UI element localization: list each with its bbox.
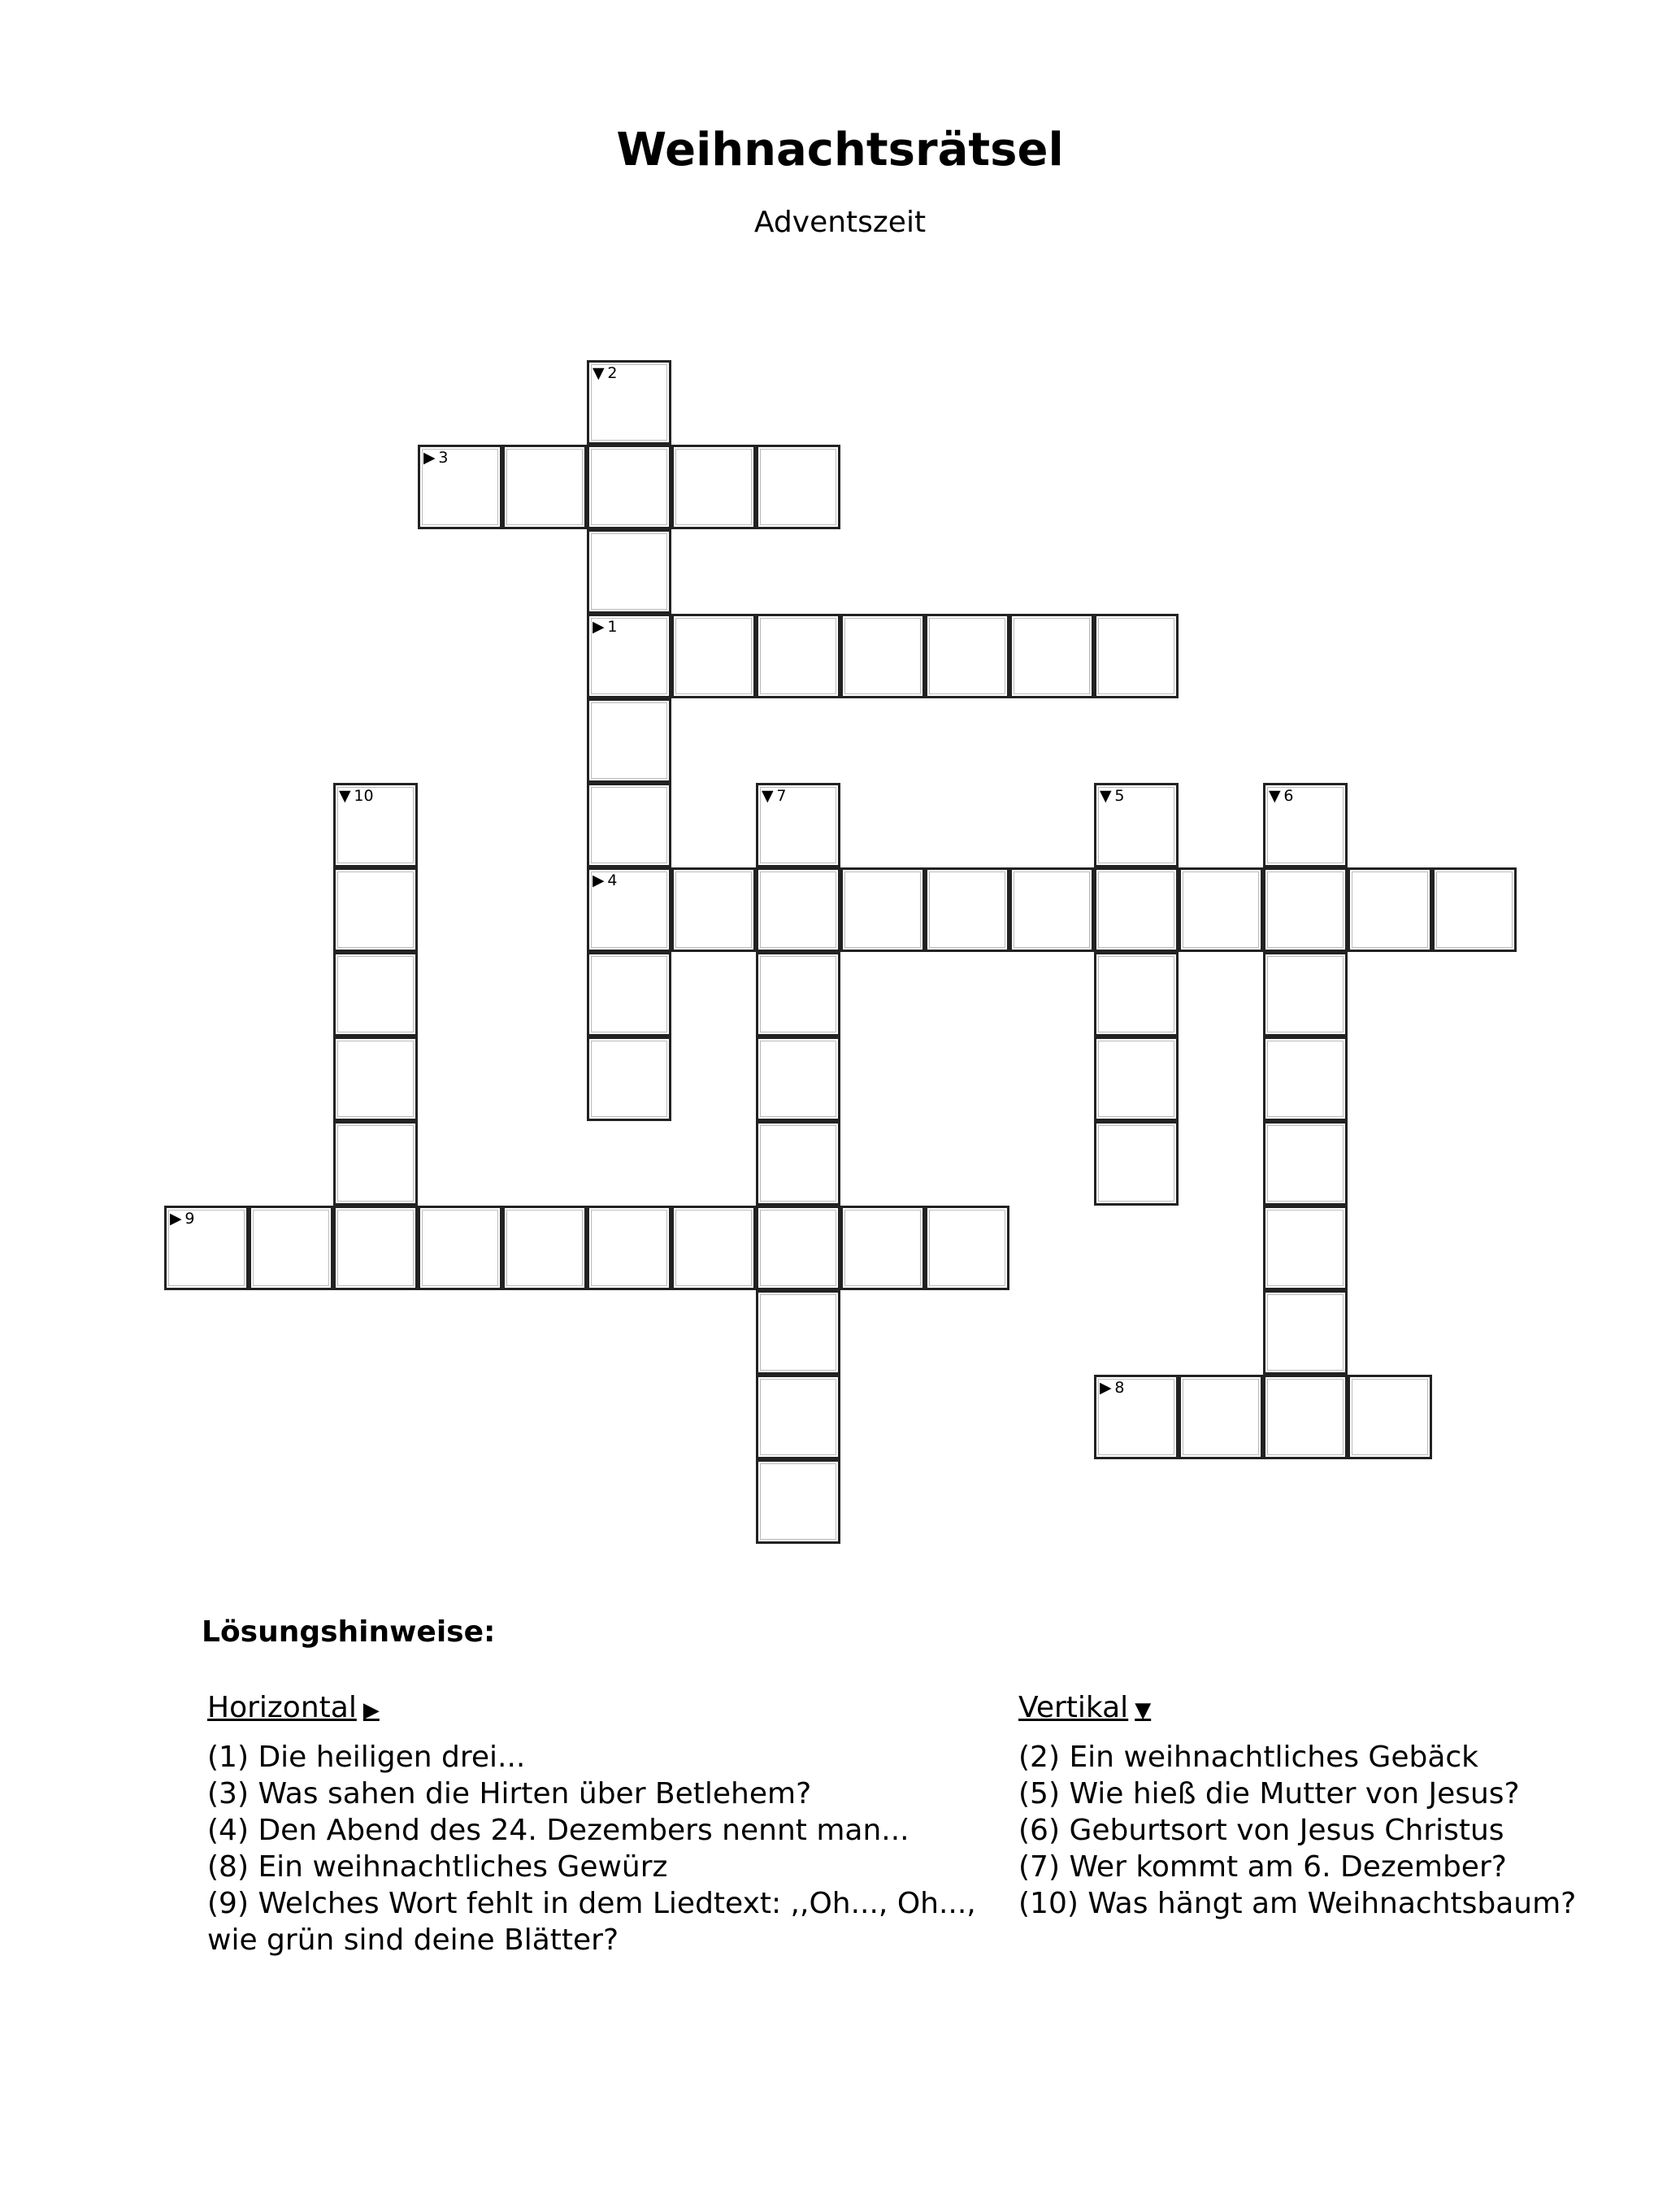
crossword-cell[interactable]: [1348, 867, 1432, 952]
clue-number-label: ▼ 6: [1269, 787, 1294, 805]
crossword-cell-3[interactable]: [418, 445, 502, 529]
clue-number-label: ▶ 3: [423, 449, 449, 467]
crossword-cell[interactable]: [587, 1037, 671, 1121]
crossword-cell[interactable]: [671, 614, 756, 698]
crossword-cell[interactable]: [587, 529, 671, 614]
crossword-cell[interactable]: [925, 614, 1009, 698]
crossword-cell[interactable]: [1094, 952, 1179, 1037]
clue-number-label: ▶ 1: [593, 618, 618, 636]
crossword-cell[interactable]: [1263, 1121, 1348, 1206]
crossword-cell[interactable]: [1263, 952, 1348, 1037]
crossword-cell-4[interactable]: [587, 867, 671, 952]
crossword-cell[interactable]: [249, 1206, 333, 1290]
clue-number-label: ▼ 10: [339, 787, 374, 805]
crossword-cell[interactable]: [418, 1206, 502, 1290]
crossword-cell[interactable]: [333, 1206, 418, 1290]
crossword-cell[interactable]: [587, 698, 671, 783]
hints-heading: Lösungshinweise:: [202, 1615, 496, 1649]
crossword-cell[interactable]: [671, 867, 756, 952]
clue-number-label: ▶ 9: [170, 1210, 195, 1228]
crossword-cell[interactable]: [1263, 1290, 1348, 1375]
crossword-cell[interactable]: [1179, 1375, 1263, 1459]
crossword-cell-8[interactable]: [1094, 1375, 1179, 1459]
crossword-cell[interactable]: [1094, 1037, 1179, 1121]
crossword-cell[interactable]: [756, 1290, 840, 1375]
clue-vertical-2: (2) Ein weihnachtliches Gebäck: [1018, 1741, 1479, 1774]
crossword-cell[interactable]: [840, 1206, 925, 1290]
crossword-cell[interactable]: [587, 1206, 671, 1290]
vertical-label: Vertikal: [1018, 1691, 1129, 1724]
crossword-cell[interactable]: [925, 1206, 1009, 1290]
crossword-cell[interactable]: [671, 445, 756, 529]
crossword-cell[interactable]: [502, 1206, 587, 1290]
clue-horizontal-9: (9) Welches Wort fehlt in dem Liedtext: ,,Oh..., Oh..., wie grün sind deine Blätter?: [207, 1887, 976, 1957]
crossword-cell-1[interactable]: [587, 614, 671, 698]
crossword-cell[interactable]: [756, 1121, 840, 1206]
vertical-clues: [1018, 1689, 1652, 1922]
crossword-cell-9[interactable]: [164, 1206, 249, 1290]
crossword-cell[interactable]: [1009, 614, 1094, 698]
clue-horizontal-1: (1) Die heiligen drei...: [207, 1741, 526, 1774]
crossword-cell-6[interactable]: [1263, 783, 1348, 867]
crossword-cell[interactable]: [333, 1121, 418, 1206]
right-arrow-icon: ▶: [362, 1698, 380, 1723]
crossword-cell[interactable]: [925, 867, 1009, 952]
vertical-heading: [1018, 1689, 1151, 1729]
clue-horizontal-4: (4) Den Abend des 24. Dezembers nennt man...: [207, 1814, 909, 1847]
clue-vertical-5: (5) Wie hieß die Mutter von Jesus?: [1018, 1777, 1520, 1810]
crossword-cell-7[interactable]: [756, 783, 840, 867]
crossword-cell[interactable]: [1263, 867, 1348, 952]
crossword-cell[interactable]: [756, 952, 840, 1037]
clue-vertical-7: (7) Wer kommt am 6. Dezember?: [1018, 1850, 1507, 1884]
crossword-cell[interactable]: [333, 867, 418, 952]
clue-number-label: ▼ 2: [593, 364, 618, 382]
horizontal-label: Horizontal: [207, 1691, 357, 1724]
crossword-cell[interactable]: [840, 614, 925, 698]
clue-horizontal-8: (8) Ein weihnachtliches Gewürz: [207, 1850, 668, 1884]
crossword-cell[interactable]: [587, 445, 671, 529]
crossword-cell[interactable]: [587, 952, 671, 1037]
crossword-cell[interactable]: [1263, 1037, 1348, 1121]
crossword-cell-2[interactable]: [587, 360, 671, 445]
crossword-cell[interactable]: [1179, 867, 1263, 952]
horizontal-heading: [207, 1689, 380, 1729]
crossword-cell[interactable]: [840, 867, 925, 952]
page-title: Weihnachtsrätsel: [616, 124, 1064, 176]
crossword-cell-5[interactable]: [1094, 783, 1179, 867]
crossword-cell[interactable]: [756, 867, 840, 952]
crossword-cell[interactable]: [671, 1206, 756, 1290]
clue-number-label: ▶ 4: [593, 871, 618, 889]
crossword-cell[interactable]: [1094, 867, 1179, 952]
crossword-cell[interactable]: [756, 445, 840, 529]
clue-number-label: ▼ 7: [762, 787, 787, 805]
crossword-cell[interactable]: [756, 614, 840, 698]
clue-vertical-10: (10) Was hängt am Weihnachtsbaum?: [1018, 1887, 1577, 1920]
crossword-cell[interactable]: [756, 1206, 840, 1290]
crossword-cell[interactable]: [1094, 1121, 1179, 1206]
crossword-cell[interactable]: [756, 1037, 840, 1121]
crossword-cell[interactable]: [1263, 1206, 1348, 1290]
crossword-cell[interactable]: [333, 952, 418, 1037]
crossword-cell[interactable]: [502, 445, 587, 529]
clue-horizontal-3: (3) Was sahen die Hirten über Betlehem?: [207, 1777, 812, 1810]
crossword-cell[interactable]: [1263, 1375, 1348, 1459]
crossword-cell-10[interactable]: [333, 783, 418, 867]
crossword-cell[interactable]: [333, 1037, 418, 1121]
crossword-cell[interactable]: [1348, 1375, 1432, 1459]
clue-number-label: ▼ 5: [1100, 787, 1125, 805]
clue-number-label: ▶ 8: [1100, 1379, 1125, 1397]
down-arrow-icon: ▼: [1135, 1698, 1152, 1723]
crossword-cell[interactable]: [756, 1459, 840, 1544]
page-subtitle: Adventszeit: [753, 206, 927, 239]
crossword-cell[interactable]: [1432, 867, 1517, 952]
crossword-cell[interactable]: [756, 1375, 840, 1459]
horizontal-clues: [207, 1689, 1008, 1958]
crossword-cell[interactable]: [587, 783, 671, 867]
crossword-cell[interactable]: [1009, 867, 1094, 952]
crossword-cell[interactable]: [1094, 614, 1179, 698]
clue-vertical-6: (6) Geburtsort von Jesus Christus: [1018, 1814, 1504, 1847]
